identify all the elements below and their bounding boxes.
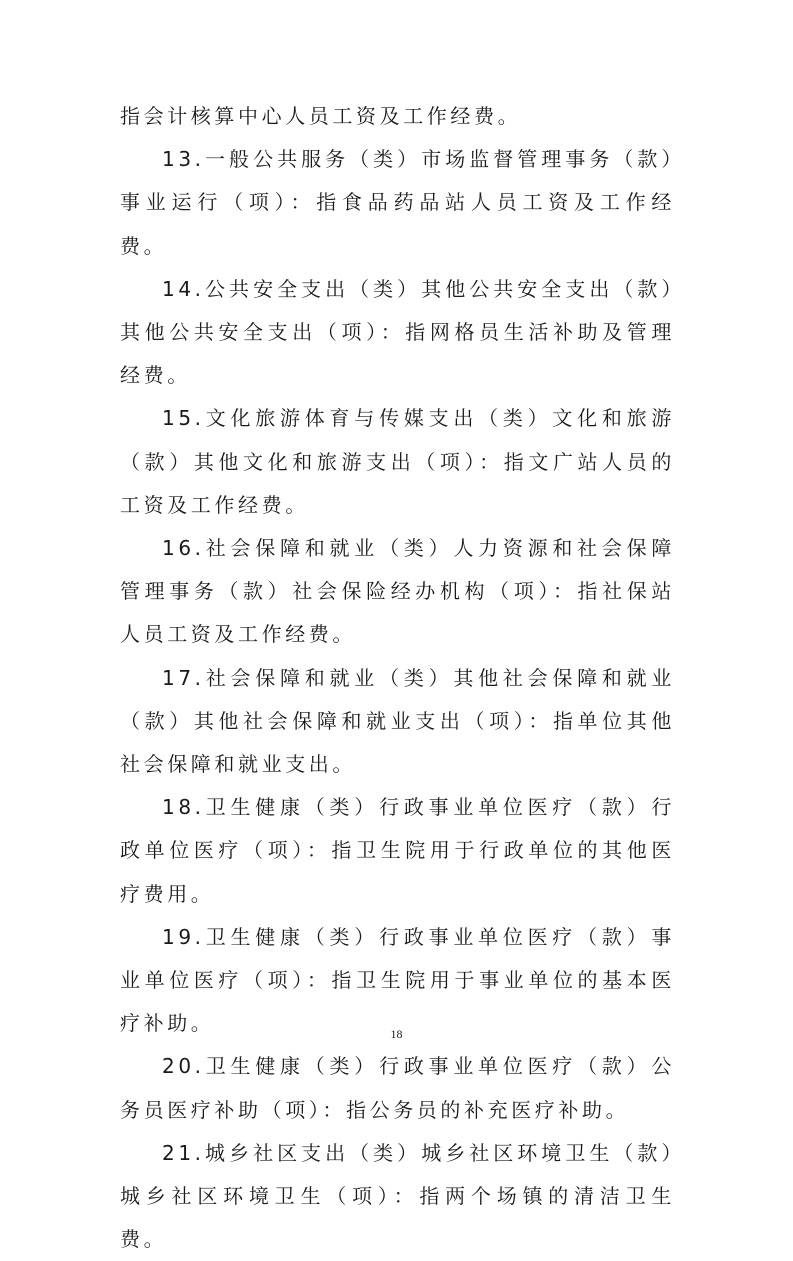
page-number: 18	[390, 1027, 403, 1041]
body-text	[120, 95, 675, 1261]
paragraph-item-15: 15.文化旅游体育与传媒支出（类）文化和旅游（款）其他文化和旅游支出（项）：指文广站人员的工资及工作经费。	[120, 406, 675, 517]
paragraph-item-18: 18.卫生健康（类）行政事业单位医疗（款）行政单位医疗（项）：指卫生院用于行政单位的其他医疗费用。	[120, 795, 675, 906]
paragraph-item-16: 16.社会保障和就业（类）人力资源和社会保障管理事务（款）社会保险经办机构（项）：指社保站人员工资及工作经费。	[120, 536, 675, 647]
paragraph-item-13: 13.一般公共服务（类）市场监督管理事务（款）事业运行（项）：指食品药品站人员工资及工作经费。	[120, 147, 675, 258]
paragraph-item-17: 17.社会保障和就业（类）其他社会保障和就业（款）其他社会保障和就业支出（项）：指单位其他社会保障和就业支出。	[120, 665, 675, 777]
paragraph-item-19: 19.卫生健康（类）行政事业单位医疗（款）事业单位医疗（项）：指卫生院用于事业单位的基本医疗补助。	[120, 924, 675, 1036]
paragraph-item-21: 21.城乡社区支出（类）城乡社区环境卫生（款）城乡社区环境卫生（项）：指两个场镇的清洁卫生费。	[120, 1140, 675, 1252]
paragraph-item-14: 14.公共安全支出（类）其他公共安全支出（款）其他公共安全支出（项）：指网格员生活补助及管理经费。	[120, 276, 675, 388]
paragraph-continuation: 指会计核算中心人员工资及工作经费。	[120, 104, 522, 128]
paragraph-item-20: 20.卫生健康（类）行政事业单位医疗（款）公务员医疗补助（项）：指公务员的补充医疗补助。	[120, 1054, 675, 1122]
